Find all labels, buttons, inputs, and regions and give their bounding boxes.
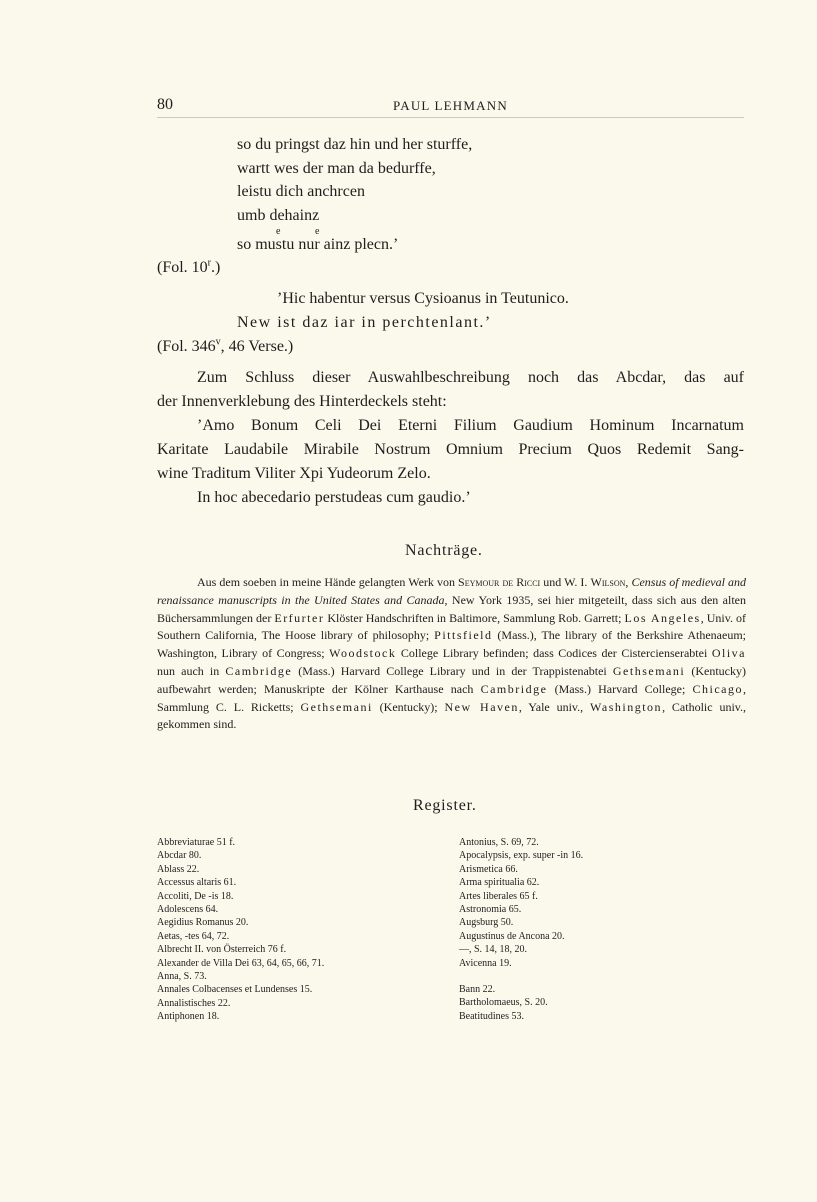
- header-rule: [157, 117, 744, 118]
- register-entry: Ablass 22.: [157, 863, 200, 875]
- register-entry: Abcdar 80.: [157, 850, 202, 862]
- register-entry: Augustinus de Ancona 20.: [459, 930, 565, 942]
- register-entry: Antiphonen 18.: [157, 1011, 220, 1023]
- register-entry: Arma spiritualia 62.: [459, 877, 540, 889]
- register-entry: Abbreviaturae 51 f.: [157, 837, 236, 848]
- register-heading: Register.: [413, 797, 477, 814]
- register-entry: Apocalypsis, exp. super -in 16.: [459, 850, 584, 862]
- folio-reference: (Fol. 10$^r$.): [157, 257, 221, 276]
- register-entry: Bann 22.: [459, 984, 496, 996]
- register-entry: Bartholomaeus, S. 20.: [459, 997, 548, 1009]
- register-entry: Antonius, S. 69, 72.: [459, 837, 539, 848]
- register-entry: Artes liberales 65 f.: [459, 890, 538, 902]
- register-entry: Alexander de Villa Dei 63, 64, 65, 66, 71.: [157, 957, 325, 969]
- nachtraege-heading: Nachträge.: [405, 542, 483, 559]
- register-entry: Albrecht II. von Österreich 76 f.: [157, 944, 287, 956]
- verse-line: so du pringst daz hin und her sturffe,: [237, 136, 473, 153]
- register-entry: Annales Colbacenses et Lundenses 15.: [157, 984, 313, 996]
- verse-line: wartt wes der man da bedurffe,: [237, 160, 436, 177]
- register-column-left: [157, 836, 324, 1024]
- nachtraege-paragraph: Aus dem soeben in meine Hände gelangten Werk von Seymour de Ricci und W. I. Wilson, Census of medieval and renaissance manuscripts in the United States and Canada, New York 1935, sei hier mitgeteilt, dass sich aus den alten Büchersammlungen der Erfurter Klöster Handschriften in Baltimore, Sammlung Rob. Garrett; Los Angeles, Univ. of Southern California, The Hoose library of philosophy; Pittsfield (Mass.), The library of the Berkshire Athenaeum; Washington, Library of Congress; Woodstock College Library befinden; dass Codices der Cistercienserabtei Oliva nun auch in Cambridge (Mass.) Harvard College Library und in der Trappistenabtei Gethsemani (Kentucky) aufbewahrt werden; Manuskripte der Kölner Karthause nach Cambridge (Mass.) Harvard College; Chicago, Sammlung C. L. Ricketts; Gethsemani (Kentucky); New Haven, Yale univ., Washington, Catholic univ., gekommen sind.: [157, 575, 747, 732]
- register-entry: Arismetica 66.: [459, 863, 518, 875]
- verse-line: so mustu nur ainz plecn.’: [237, 236, 399, 253]
- register-entry: Avicenna 19.: [459, 957, 512, 969]
- register-entry: Accoliti, De -is 18.: [157, 890, 234, 902]
- running-head: PAUL LEHMANN: [393, 98, 508, 113]
- register-entry: Annalistisches 22.: [157, 997, 231, 1009]
- verse-line: ’Hic habentur versus Cysioanus in Teutunico.: [277, 290, 569, 307]
- register-column-right: [459, 836, 583, 1023]
- superscript-mark: e: [315, 226, 320, 237]
- verse-line: leistu dich anchrcen: [237, 183, 365, 200]
- register-entry: Aetas, -tes 64, 72.: [157, 930, 230, 942]
- abcdar-paragraph: Zum Schluss dieser Auswahlbeschreibung noch das Abcdar, das auf der Innenverklebung des Hinterdeckels steht: ’Amo Bonum Celi Dei Eterni Filium Gaudium Hominum Incarnatum Karitate Laudabile Mirabile Nostrum Omnium Precium Quos Redemit Sang- wine Traditum Viliter Xpi Yudeorum Zelo. In hoc abecedario perstudeas cum gaudio.’: [157, 369, 744, 506]
- register-entry: Accessus altaris 61.: [157, 877, 237, 889]
- register-entry: Anna, S. 73.: [157, 971, 207, 983]
- page-number: 80: [157, 96, 173, 113]
- register-entry: —, S. 14, 18, 20.: [459, 944, 528, 956]
- verse-line: umb dehainz: [237, 207, 320, 224]
- page-header: [157, 96, 744, 118]
- register-entry: Astronomia 65.: [459, 904, 522, 916]
- register-entry: Augsburg 50.: [459, 917, 514, 929]
- register-entry: Beatitudines 53.: [459, 1010, 524, 1022]
- folio-reference: (Fol. 346$^v$, 46 Verse.): [157, 336, 294, 355]
- register-entry: Aegidius Romanus 20.: [157, 917, 249, 929]
- verse-line: New ist daz iar in perchtenlant.’: [237, 314, 492, 331]
- superscript-mark: e: [276, 226, 281, 237]
- register-entry: Adolescens 64.: [157, 904, 219, 916]
- register-gap: [459, 970, 583, 983]
